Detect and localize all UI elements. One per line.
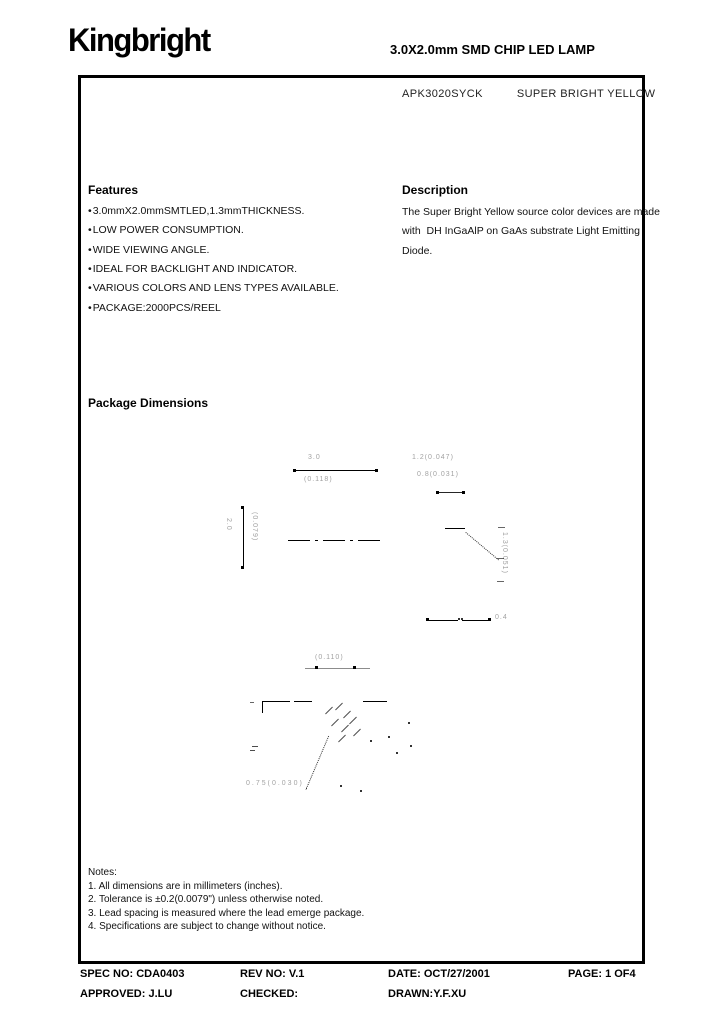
dim-line: [295, 470, 378, 471]
footer-rev-no: REV NO: V.1: [240, 968, 305, 980]
description-line: The Super Bright Yellow source color devices are made: [402, 206, 660, 218]
feature-item: • PACKAGE:2000PCS/REEL: [88, 302, 221, 314]
hatch-mark: [335, 703, 343, 711]
dim-line: [243, 508, 244, 568]
hatch-mark: [331, 719, 339, 727]
hatch-mark: [343, 711, 351, 719]
dim-tick: [250, 750, 255, 751]
feature-item: • LOW POWER CONSUMPTION.: [88, 224, 244, 236]
part-line: [402, 88, 689, 100]
description-line: with DH InGaAlP on GaAs substrate Light Emitting: [402, 225, 640, 237]
drawing-dot: [360, 790, 362, 792]
leader-line: [306, 736, 330, 790]
hatch-mark: [353, 729, 361, 737]
center-axis-line: [288, 540, 383, 541]
note-item: 1. All dimensions are in millimeters (inches).: [88, 880, 283, 892]
dim-tick: [252, 746, 258, 747]
dim-text: 2.0: [225, 518, 232, 531]
footer-drawn: DRAWN:Y.F.XU: [388, 988, 467, 1000]
leader-line: [465, 532, 499, 560]
feature-item: • VARIOUS COLORS AND LENS TYPES AVAILABLE.: [88, 282, 339, 294]
footer-checked: CHECKED:: [240, 988, 299, 1000]
hatch-mark: [341, 725, 349, 733]
dim-text: (0.079): [251, 512, 258, 542]
dim-line: [428, 620, 458, 621]
drawing-line: [262, 701, 290, 702]
dim-arrow: [436, 491, 439, 494]
dim-arrow: [375, 469, 378, 472]
drawing-line: [363, 701, 387, 702]
kingbright-logo: Kingbright: [68, 22, 210, 59]
footer-page: PAGE: 1 OF4: [568, 968, 636, 980]
dim-arrow: [241, 506, 244, 509]
drawing-line: [445, 528, 465, 529]
document-title: 3.0X2.0mm SMD CHIP LED LAMP: [390, 42, 595, 57]
feature-item: • WIDE VIEWING ANGLE.: [88, 244, 209, 256]
dim-text: 3.0: [308, 454, 321, 461]
dim-arrow: [241, 566, 244, 569]
dim-tick: [497, 581, 504, 582]
drawing-dot: [388, 736, 390, 738]
dim-arrow: [293, 469, 296, 472]
drawing-dot: [408, 722, 410, 724]
footer-date: DATE: OCT/27/2001: [388, 968, 490, 980]
dim-line: [438, 492, 464, 493]
drawing-dot: [340, 785, 342, 787]
drawing-dot: [370, 740, 372, 742]
part-color-name: SUPER BRIGHT YELLOW: [516, 88, 656, 100]
note-item: 2. Tolerance is ±0.2(0.0079") unless otherwise noted.: [88, 894, 324, 905]
drawing-dot: [410, 745, 412, 747]
note-item: 3. Lead spacing is measured where the lead emerge package.: [88, 907, 365, 919]
description-heading: Description: [402, 183, 469, 197]
dim-arrow: [426, 618, 429, 621]
dim-tick: [498, 527, 505, 528]
notes-block: [88, 866, 364, 934]
drawing-line: [262, 701, 263, 713]
package-dimensions-heading: Package Dimensions: [88, 396, 209, 410]
footer-spec-no: SPEC NO: CDA0403: [80, 968, 185, 980]
hatch-mark: [325, 707, 333, 715]
dim-line: [462, 620, 490, 621]
hatch-mark: [338, 735, 346, 743]
notes-heading: Notes:: [88, 867, 117, 878]
feature-item: • IDEAL FOR BACKLIGHT AND INDICATOR.: [88, 263, 297, 275]
dim-text: 0.8(0.031): [417, 471, 459, 478]
dim-text: 1.3(0.051): [501, 532, 508, 574]
dim-arrow: [488, 618, 491, 621]
dim-arrow: [462, 491, 465, 494]
dim-arrow: [315, 666, 318, 669]
feature-item: • 3.0mmX2.0mmSMTLED,1.3mmTHICKNESS.: [88, 205, 304, 217]
dim-text: 1.2(0.047): [412, 454, 454, 461]
dim-text: 0.75(0.030): [246, 780, 304, 787]
dim-text: (0.118): [304, 476, 333, 483]
description-line: Diode.: [402, 245, 433, 257]
dim-tick: [250, 702, 254, 703]
dim-text: (0.110): [315, 654, 344, 661]
hatch-mark: [349, 717, 357, 725]
note-item: 4. Specifications are subject to change without notice.: [88, 921, 326, 932]
dim-arrow: [353, 666, 356, 669]
part-number: APK3020SYCK: [402, 88, 483, 100]
drawing-line: [294, 701, 312, 702]
dim-tick: [458, 618, 460, 620]
dim-tick: [461, 618, 463, 620]
dim-text: 0.4: [495, 614, 508, 621]
features-heading: Features: [88, 183, 139, 197]
drawing-dot: [396, 752, 398, 754]
footer-approved: APPROVED: J.LU: [80, 988, 173, 1000]
package-dimensions-drawing: [220, 440, 540, 810]
